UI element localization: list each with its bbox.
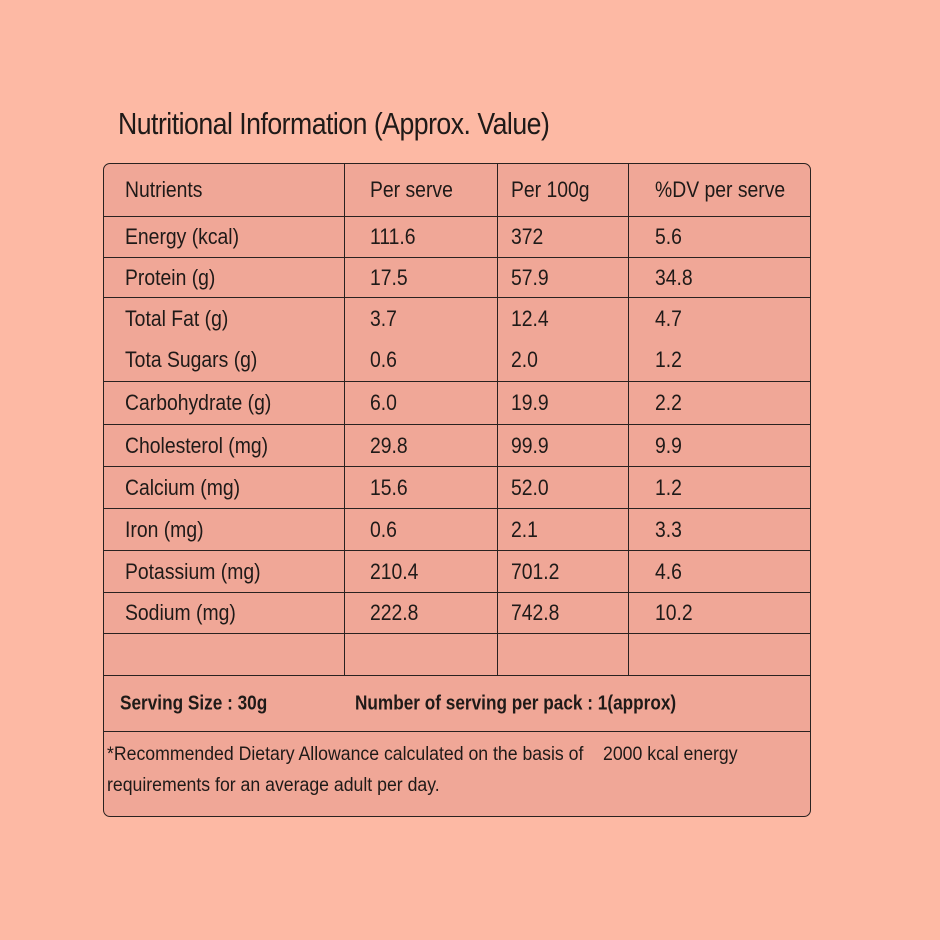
table-cell: 2.1 [511,516,538,542]
column-header: Nutrients [125,177,203,202]
footnote [107,739,758,801]
servings-per-pack: Number of serving per pack : 1(approx) [355,692,677,714]
table-cell: Iron (mg) [125,516,204,542]
table-cell: Protein (g) [125,264,216,290]
table-cell: 19.9 [511,390,549,415]
table-cell: 12.4 [511,305,549,331]
table-row [104,339,810,382]
table-empty-row [104,634,810,675]
table-cell: 99.9 [511,432,549,458]
table-cell: 4.6 [655,558,682,584]
table-row [104,509,810,551]
table-cell: Energy (kcal) [125,224,240,249]
table-cell: 4.7 [655,305,682,331]
table-row [104,593,810,634]
table-cell: Tota Sugars (g) [125,347,258,372]
table-cell: 2.0 [511,347,538,372]
table-cell: 1.2 [655,347,682,372]
table-cell: 742.8 [511,600,560,625]
table-cell: 111.6 [370,224,416,249]
table-row [104,551,810,593]
table-cell: Total Fat (g) [125,305,229,331]
table-cell: 6.0 [370,390,397,415]
table-cell: Sodium (mg) [125,600,236,625]
footnote-line-2: requirements for an average adult per day. [107,775,440,796]
table-cell: 34.8 [655,264,693,290]
table-cell: Cholesterol (mg) [125,432,269,458]
table-cell: 57.9 [511,264,549,290]
table-cell: 15.6 [370,474,408,500]
table-cell: Potassium (mg) [125,558,261,584]
table-cell: 1.2 [655,474,682,500]
table-cell: 52.0 [511,474,549,500]
table-cell: 17.5 [370,264,408,290]
table-cell: Calcium (mg) [125,474,241,500]
table-cell: 222.8 [370,600,419,625]
table-row [104,382,810,425]
table-cell: 701.2 [511,558,560,584]
table-cell: 5.6 [655,224,682,249]
nutrition-table-panel [103,163,811,817]
table-cell: 0.6 [370,516,397,542]
table-cell: 3.7 [370,305,397,331]
table-cell: 210.4 [370,558,419,584]
table-row [104,217,810,258]
table-cell: 0.6 [370,347,397,372]
serving-size: Serving Size : 30g [120,692,268,714]
page-title: Nutritional Information (Approx. Value) [118,106,550,141]
table-cell: 10.2 [655,600,693,625]
table-cell: 3.3 [655,516,682,542]
column-header: Per serve [370,177,453,202]
table-header-row [104,164,810,217]
column-divider [344,164,345,675]
column-header: Per 100g [511,177,590,202]
table-cell: 9.9 [655,432,682,458]
table-cell: Carbohydrate (g) [125,390,272,415]
table-row [104,258,810,298]
serving-info-row [104,675,810,732]
table-cell: 372 [511,224,544,249]
column-divider [628,164,629,675]
column-divider [497,164,498,675]
table-cell: 2.2 [655,390,682,415]
column-header: %DV per serve [655,177,786,202]
table-row [104,298,810,339]
table-row [104,425,810,467]
footnote-line-1: *Recommended Dietary Allowance calculated on the basis of 2000 kcal energy [107,744,738,765]
table-row [104,467,810,509]
table-cell: 29.8 [370,432,408,458]
